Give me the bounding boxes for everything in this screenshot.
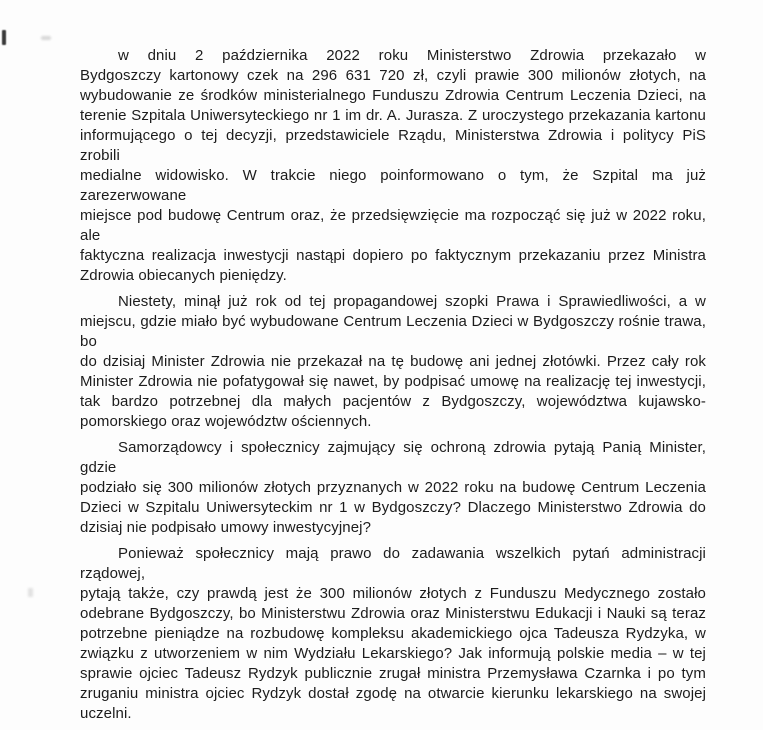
paragraph-4	[80, 544, 706, 724]
text-line: medialne widowisko. W trakcie niego poinformowano o tym, że Szpital ma już zarezerwowane	[80, 167, 706, 204]
paragraph-3	[80, 438, 706, 538]
text-line: pomorskiego oraz województw ościennych.	[80, 413, 372, 430]
text-line: do dzisiaj Minister Zdrowia nie przekazał na tę budowę ani jednej złotówki. Przez cały rok	[80, 353, 706, 370]
text-line: miejscu, gdzie miało być wybudowane Centrum Leczenia Dzieci w Bydgoszczy rośnie trawa, bo	[80, 313, 706, 350]
paragraph-1	[80, 46, 706, 286]
text-line: Zdrowia obiecanych pieniędzy.	[80, 267, 287, 284]
document-body	[80, 46, 706, 730]
text-line: sprawie ojciec Tadeusz Rydzyk publicznie zrugał ministra Przemysława Czarnka i po tym	[80, 665, 706, 682]
text-line: dzisiaj nie podpisało umowy inwestycyjnej?	[80, 519, 372, 536]
scan-artifact-mark-icon	[28, 588, 33, 597]
text-line: związku z utworzeniem w nim Wydziału Lekarskiego? Jak informują polskie media – w tej	[80, 645, 706, 662]
text-line: Ponieważ społecznicy mają prawo do zadawania wszelkich pytań administracji rządowej,	[80, 545, 706, 582]
text-line: wybudowanie ze środków ministerialnego Funduszu Zdrowia Centrum Leczenia Dzieci, na	[80, 87, 706, 104]
text-line: informującego o tej decyzji, przedstawiciele Rządu, Ministerstwa Zdrowia i politycy PiS zrobili	[80, 127, 706, 164]
text-line: Bydgoszczy kartonowy czek na 296 631 720 zł, czyli prawie 300 milionów złotych, na	[80, 67, 706, 84]
scan-artifact-mark-icon	[2, 30, 6, 45]
text-line: pytają także, czy prawdą jest że 300 milionów złotych z Funduszu Medycznego zostało	[80, 585, 706, 602]
text-line: Minister Zdrowia nie pofatygował się nawet, by podpisać umowę na realizację tej inwestycji,	[80, 373, 706, 390]
text-line: potrzebne pieniądze na rozbudowę kompleksu akademickiego ojca Tadeusza Rydzyka, w	[80, 625, 706, 642]
scan-smudge-icon	[41, 36, 51, 40]
text-line: Dzieci w Szpitalu Uniwersyteckim nr 1 w Bydgoszczy? Dlaczego Ministerstwo Zdrowia do	[80, 499, 706, 516]
text-line: w dniu 2 października 2022 roku Ministerstwo Zdrowia przekazało w	[118, 47, 706, 64]
text-line: zruganiu ministra ojciec Rydzyk dostał zgodę na otwarcie kierunku lekarskiego na swojej	[80, 685, 706, 702]
text-line: miejsce pod budowę Centrum oraz, że przedsięwzięcie ma rozpocząć się już w 2022 roku, ale	[80, 207, 706, 244]
text-line: Niestety, minął już rok od tej propagandowej szopki Prawa i Sprawiedliwości, a w	[118, 293, 706, 310]
paragraph-2	[80, 292, 706, 432]
text-line: terenie Szpitala Uniwersyteckiego nr 1 im dr. A. Jurasza. Z uroczystego przekazania kartonu	[80, 107, 706, 124]
text-line: podziało się 300 milionów złotych przyznanych w 2022 roku na budowę Centrum Leczenia	[80, 479, 706, 496]
text-line: Samorządowcy i społecznicy zajmujący się ochroną zdrowia pytają Panią Minister, gdzie	[80, 439, 706, 476]
text-line: faktyczna realizacja inwestycji nastąpi dopiero po faktycznym przekazaniu przez Ministra	[80, 247, 706, 264]
text-line: odebrane Bydgoszczy, bo Ministerstwu Zdrowia oraz Ministerstwu Edukacji i Nauki są teraz	[80, 605, 706, 622]
text-line: tak bardzo potrzebnej dla małych pacjentów z Bydgoszczy, województwa kujawsko-	[80, 393, 706, 410]
text-line: uczelni.	[80, 705, 132, 722]
